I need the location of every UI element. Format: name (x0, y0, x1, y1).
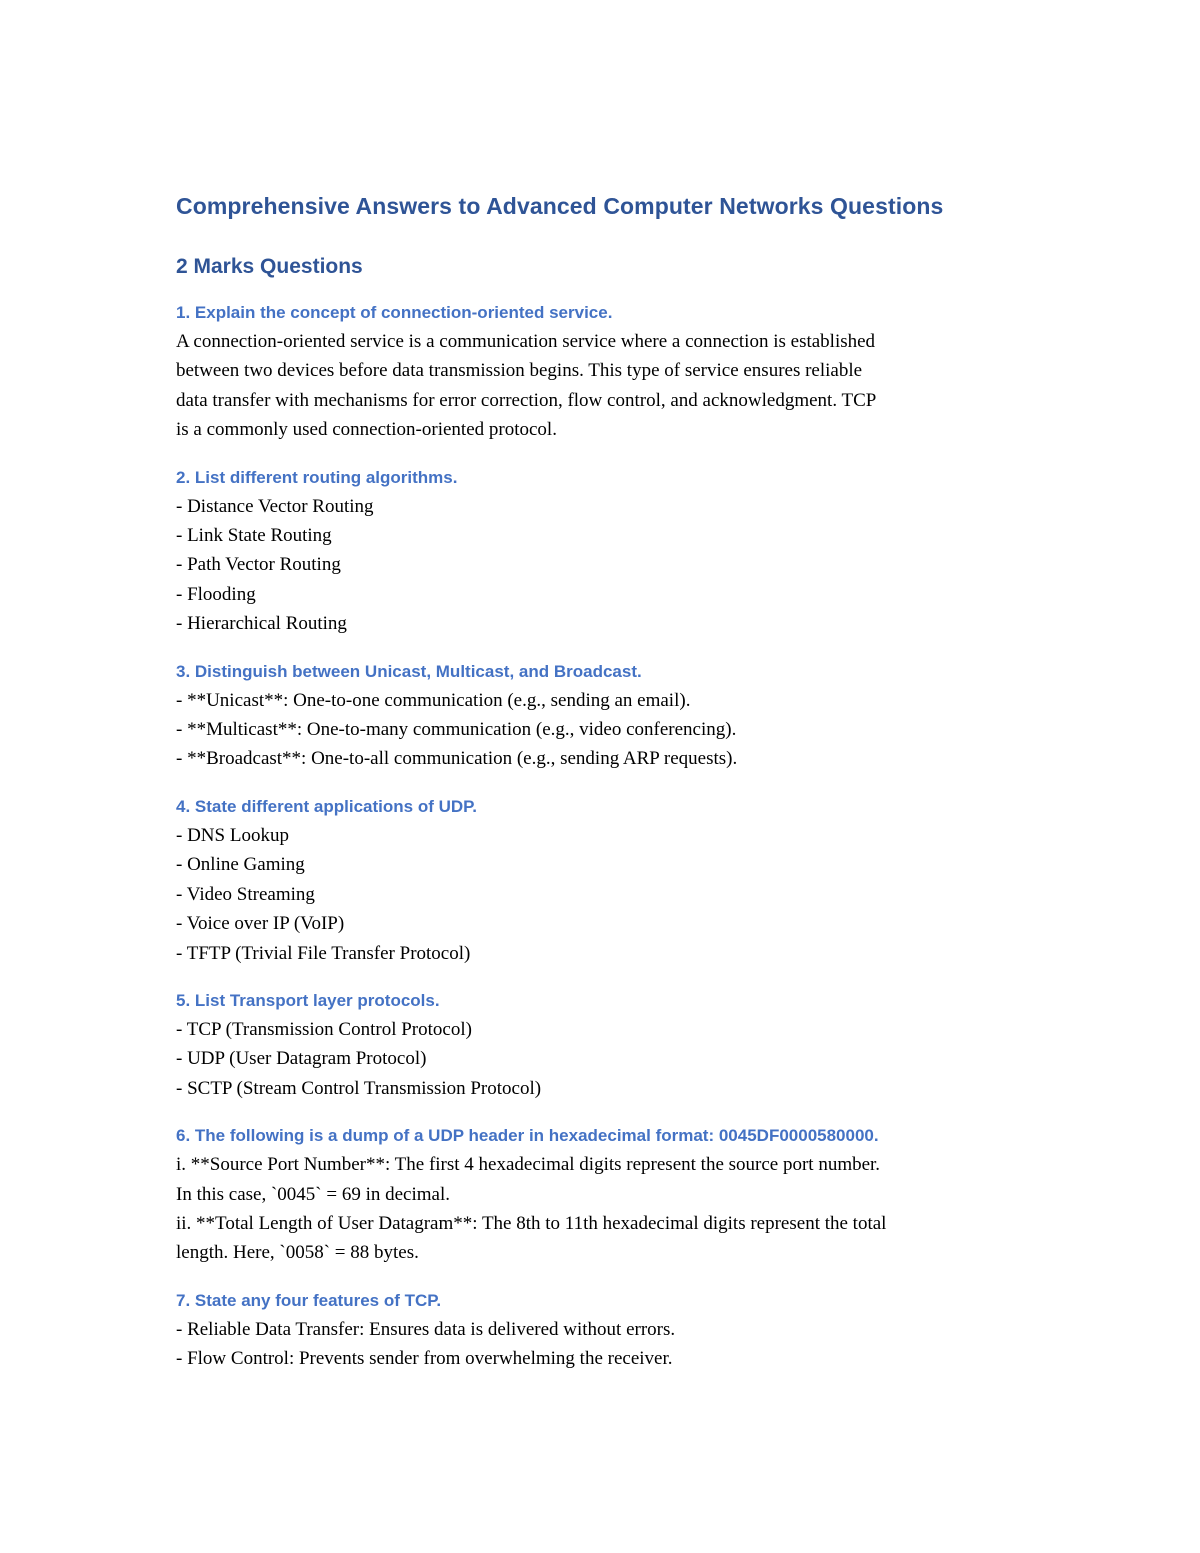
list-item: - Online Gaming (176, 854, 305, 876)
list-item: - DNS Lookup (176, 824, 289, 846)
question-heading: 5. List Transport layer protocols. (176, 990, 440, 1010)
question-heading: 2. List different routing algorithms. (176, 467, 458, 487)
question-4 (176, 792, 1036, 968)
list-item: - Hierarchical Routing (176, 613, 347, 635)
answer-line: is a commonly used connection-oriented protocol. (176, 419, 557, 441)
question-heading: 1. Explain the concept of connection-oriented service. (176, 303, 613, 322)
answer-line: data transfer with mechanisms for error correction, flow control, and acknowledgment. TCP (176, 389, 877, 411)
list-item: - Link State Routing (176, 525, 332, 547)
question-3 (176, 657, 1036, 774)
list-item: - **Multicast**: One-to-many communication (e.g., video conferencing). (176, 719, 737, 741)
document-title: Comprehensive Answers to Advanced Computer Networks Questions (176, 193, 944, 219)
answer-line: In this case, `0045` = 69 in decimal. (176, 1183, 451, 1205)
list-item: - Distance Vector Routing (176, 495, 374, 517)
list-item: - SCTP (Stream Control Transmission Protocol) (176, 1077, 542, 1099)
document-page (176, 188, 1036, 1392)
answer-line: between two devices before data transmission begins. This type of service ensures reliable (176, 360, 863, 382)
question-2 (176, 463, 1036, 639)
list-item: - Flow Control: Prevents sender from overwhelming the receiver. (176, 1348, 673, 1370)
answer-line: ii. **Total Length of User Datagram**: The 8th to 11th hexadecimal digits represent the total (176, 1212, 887, 1234)
question-heading: 3. Distinguish between Unicast, Multicast, and Broadcast. (176, 661, 642, 681)
question-heading: 6. The following is a dump of a UDP header in hexadecimal format: 0045DF0000580000. (176, 1126, 879, 1146)
list-item: - Path Vector Routing (176, 554, 341, 576)
list-item: - Flooding (176, 583, 256, 605)
answer-line: i. **Source Port Number**: The first 4 hexadecimal digits represent the source port number. (176, 1154, 881, 1176)
list-item: - Voice over IP (VoIP) (176, 913, 345, 935)
question-1 (176, 298, 1036, 445)
list-item: - TCP (Transmission Control Protocol) (176, 1018, 472, 1040)
question-6 (176, 1121, 1036, 1268)
list-item: - TFTP (Trivial File Transfer Protocol) (176, 942, 471, 964)
list-item: - Reliable Data Transfer: Ensures data is delivered without errors. (176, 1318, 676, 1340)
answer-line: length. Here, `0058` = 88 bytes. (176, 1242, 419, 1264)
question-5 (176, 986, 1036, 1103)
list-item: - **Unicast**: One-to-one communication (e.g., sending an email). (176, 689, 691, 711)
list-item: - UDP (User Datagram Protocol) (176, 1048, 427, 1070)
question-heading: 4. State different applications of UDP. (176, 796, 478, 816)
list-item: - **Broadcast**: One-to-all communication (e.g., sending ARP requests). (176, 748, 738, 770)
list-item: - Video Streaming (176, 883, 315, 905)
question-7 (176, 1286, 1036, 1374)
answer-line: A connection-oriented service is a communication service where a connection is established (176, 331, 876, 352)
section-heading: 2 Marks Questions (176, 255, 363, 278)
question-heading: 7. State any four features of TCP. (176, 1290, 442, 1310)
